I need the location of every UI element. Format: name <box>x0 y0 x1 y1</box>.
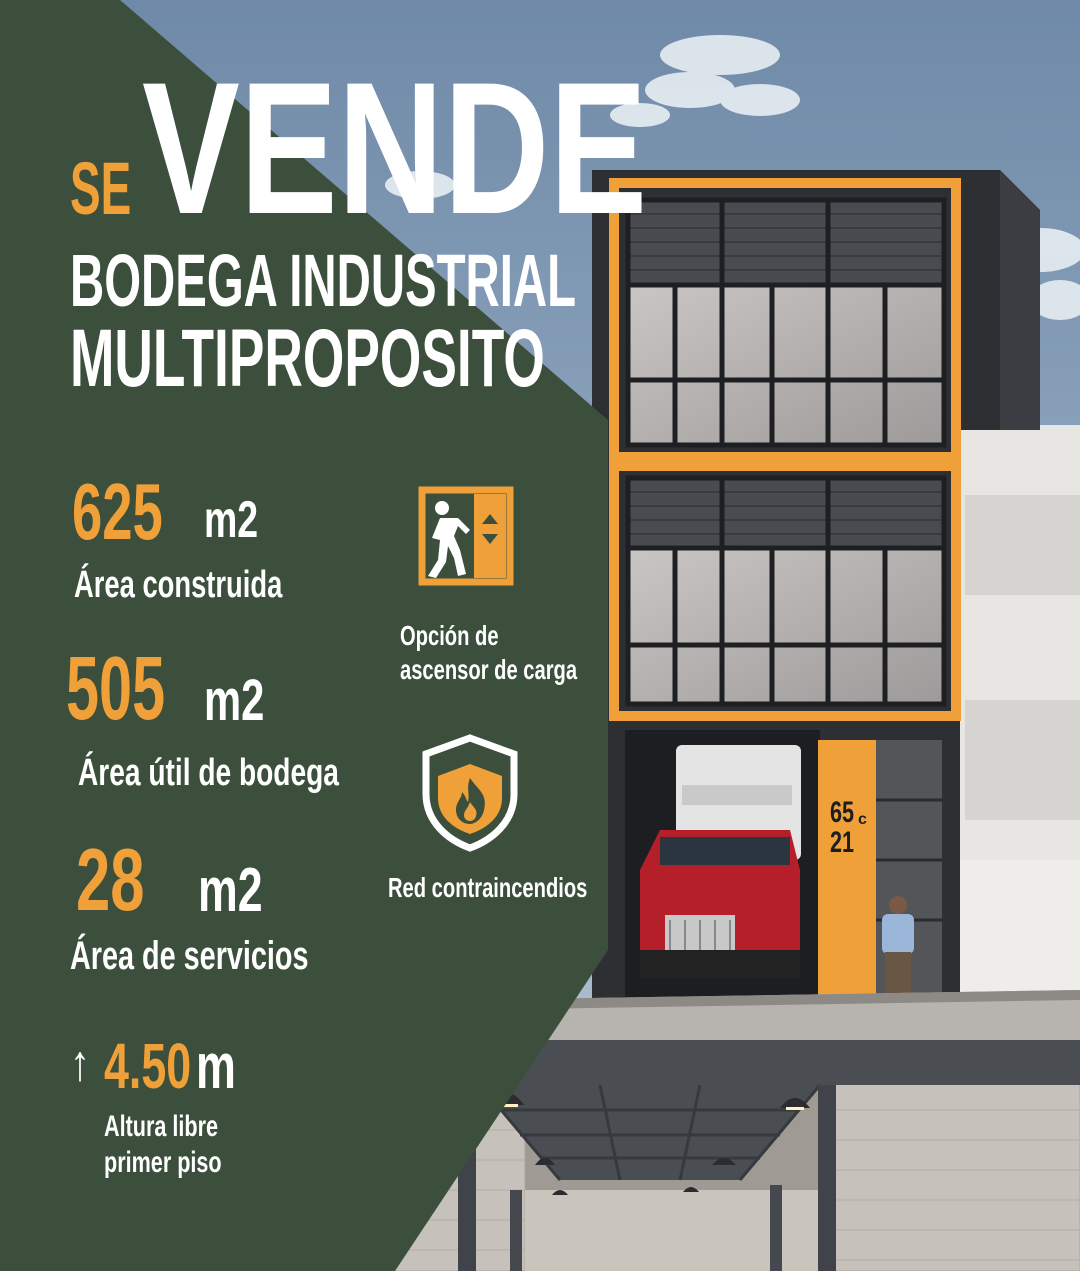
feature-elevator-line1: Opción de <box>400 620 499 651</box>
stat-unit-servicios: m2 <box>198 856 263 925</box>
building-number-suffix: c <box>858 811 867 828</box>
height-label-line1: Altura libre <box>104 1110 219 1143</box>
headline-line2: MULTIPROPOSITO <box>70 313 545 404</box>
headline-prefix: SE <box>70 147 132 230</box>
height-label-line2: primer piso <box>104 1146 222 1179</box>
headline-line1: BODEGA INDUSTRIAL <box>70 239 577 322</box>
height-unit: m <box>196 1030 236 1102</box>
headline-main: VENDE <box>142 43 648 253</box>
stat-value-construida: 625 <box>72 467 163 556</box>
stat-value-servicios: 28 <box>76 830 145 929</box>
height-value: 4.50 <box>104 1030 192 1102</box>
stat-label-construida: Área construida <box>74 564 283 606</box>
stat-label-util: Área útil de bodega <box>78 752 339 794</box>
building-number-line1: 65 <box>830 796 855 829</box>
stat-unit-util: m2 <box>204 668 265 733</box>
stat-label-servicios: Área de servicios <box>70 934 309 978</box>
fire-shield-icon <box>420 734 520 852</box>
feature-fire-label: Red contraincendios <box>388 872 588 903</box>
stat-value-util: 505 <box>66 639 166 739</box>
building-number-line2: 21 <box>830 826 855 859</box>
stat-unit-construida: m2 <box>204 491 259 549</box>
feature-elevator-line2: ascensor de carga <box>400 654 578 685</box>
up-arrow-icon: ↑ <box>70 1035 90 1091</box>
elevator-icon <box>418 486 514 586</box>
